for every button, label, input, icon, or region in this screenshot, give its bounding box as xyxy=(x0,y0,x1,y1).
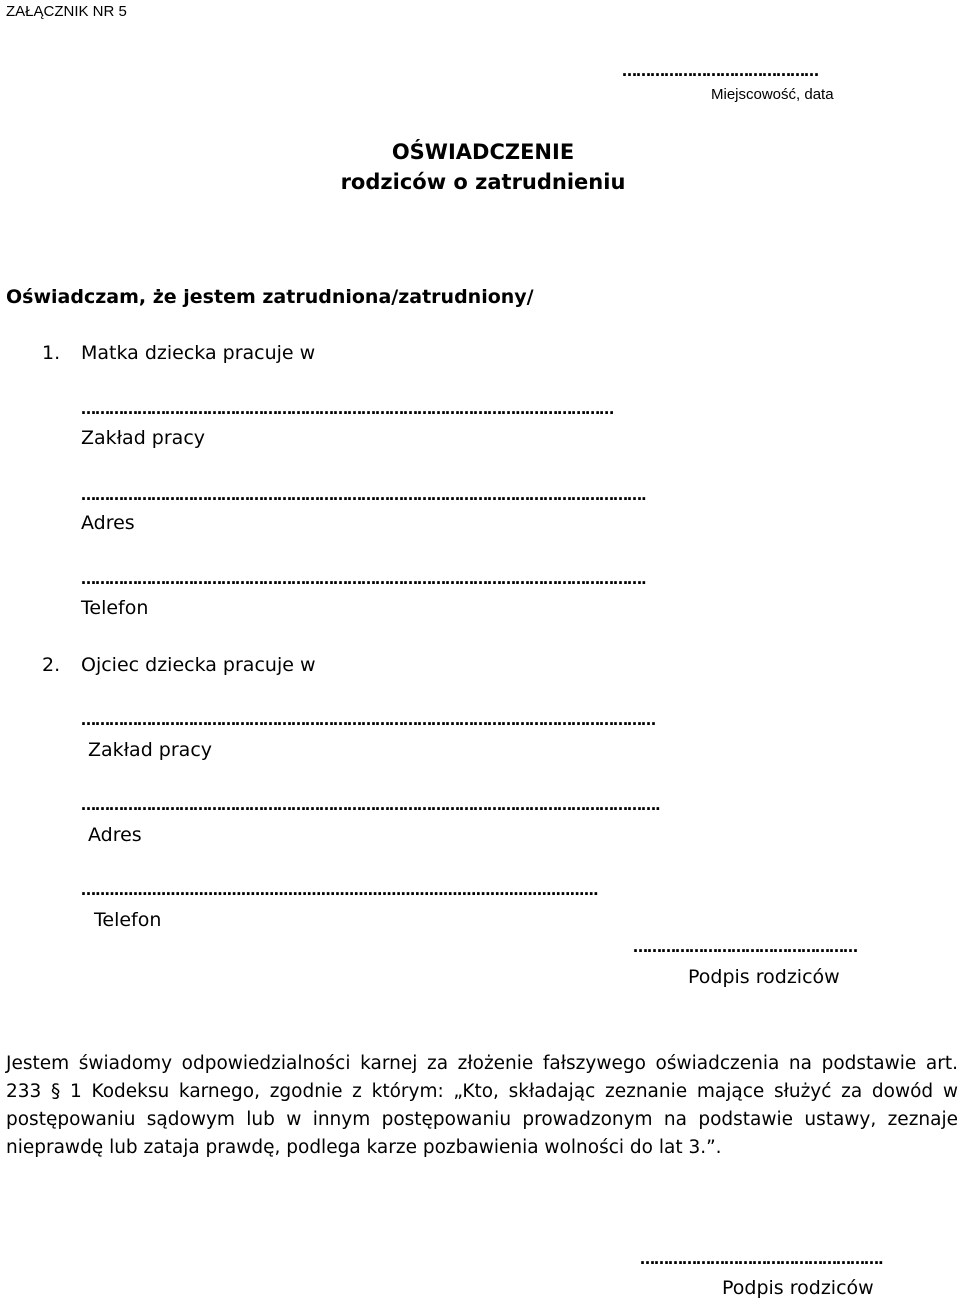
father-phone-label: Telefon xyxy=(94,909,162,931)
mother-phone-dots: …………………………………………………………………………………………………………. xyxy=(81,570,646,588)
father-phone-dots: …........................................................................................................... xyxy=(81,881,598,899)
signature2-label: Podpis rodziców xyxy=(722,1277,874,1299)
document-title: OŚWIADCZENIE xyxy=(391,140,575,164)
father-workplace-label: Zakład pracy xyxy=(88,739,213,761)
intro-statement: Oświadczam, że jestem zatrudniona/zatrudniony/ xyxy=(6,286,534,308)
signature1-label: Podpis rodziców xyxy=(688,966,840,988)
mother-workplace-label: Zakład pracy xyxy=(81,427,206,449)
signature2-dots: ……………………………………………. xyxy=(640,1250,883,1268)
document-subtitle: rodziców o zatrudnieniu xyxy=(340,170,626,194)
place-date-dots: …………………………………… xyxy=(622,62,818,80)
signature1-dots: ………………………………………… xyxy=(633,938,857,956)
attachment-label: ZAŁĄCZNIK NR 5 xyxy=(6,3,127,20)
father-address-label: Adres xyxy=(88,824,142,846)
father-address-dots: ……………………………………………………………………………………………………………. xyxy=(81,796,660,814)
father-workplace-dots: …………………………………………………………………………………………………………… xyxy=(81,711,655,729)
mother-heading: Matka dziecka pracuje w xyxy=(81,342,316,364)
legal-declaration: Jestem świadomy odpowiedzialności karnej za złożenie fałszywego oświadczenia na podstawie art. 233 § 1 Kodeksu karnego, zgodnie z którym: „Kto, składając zeznanie mające służyć za dowód w postępowaniu sądowym lub w innym postępowaniu prowadzonym na podstawie ustawy, zeznaje nieprawdę lub zataja prawdę, podlega karze pozbawienia wolności do lat 3.”. xyxy=(6,1053,958,1158)
mother-phone-label: Telefon xyxy=(81,597,149,619)
mother-address-dots: …………………………………………………………………………………………………………. xyxy=(81,486,646,504)
father-number: 2. xyxy=(42,654,61,676)
mother-number: 1. xyxy=(42,342,61,364)
father-heading: Ojciec dziecka pracuje w xyxy=(81,654,316,676)
place-date-label: Miejscowość, data xyxy=(711,86,834,103)
mother-address-label: Adres xyxy=(81,512,135,534)
mother-workplace-dots: …………………………………………………………………………………...……………… xyxy=(81,400,614,418)
